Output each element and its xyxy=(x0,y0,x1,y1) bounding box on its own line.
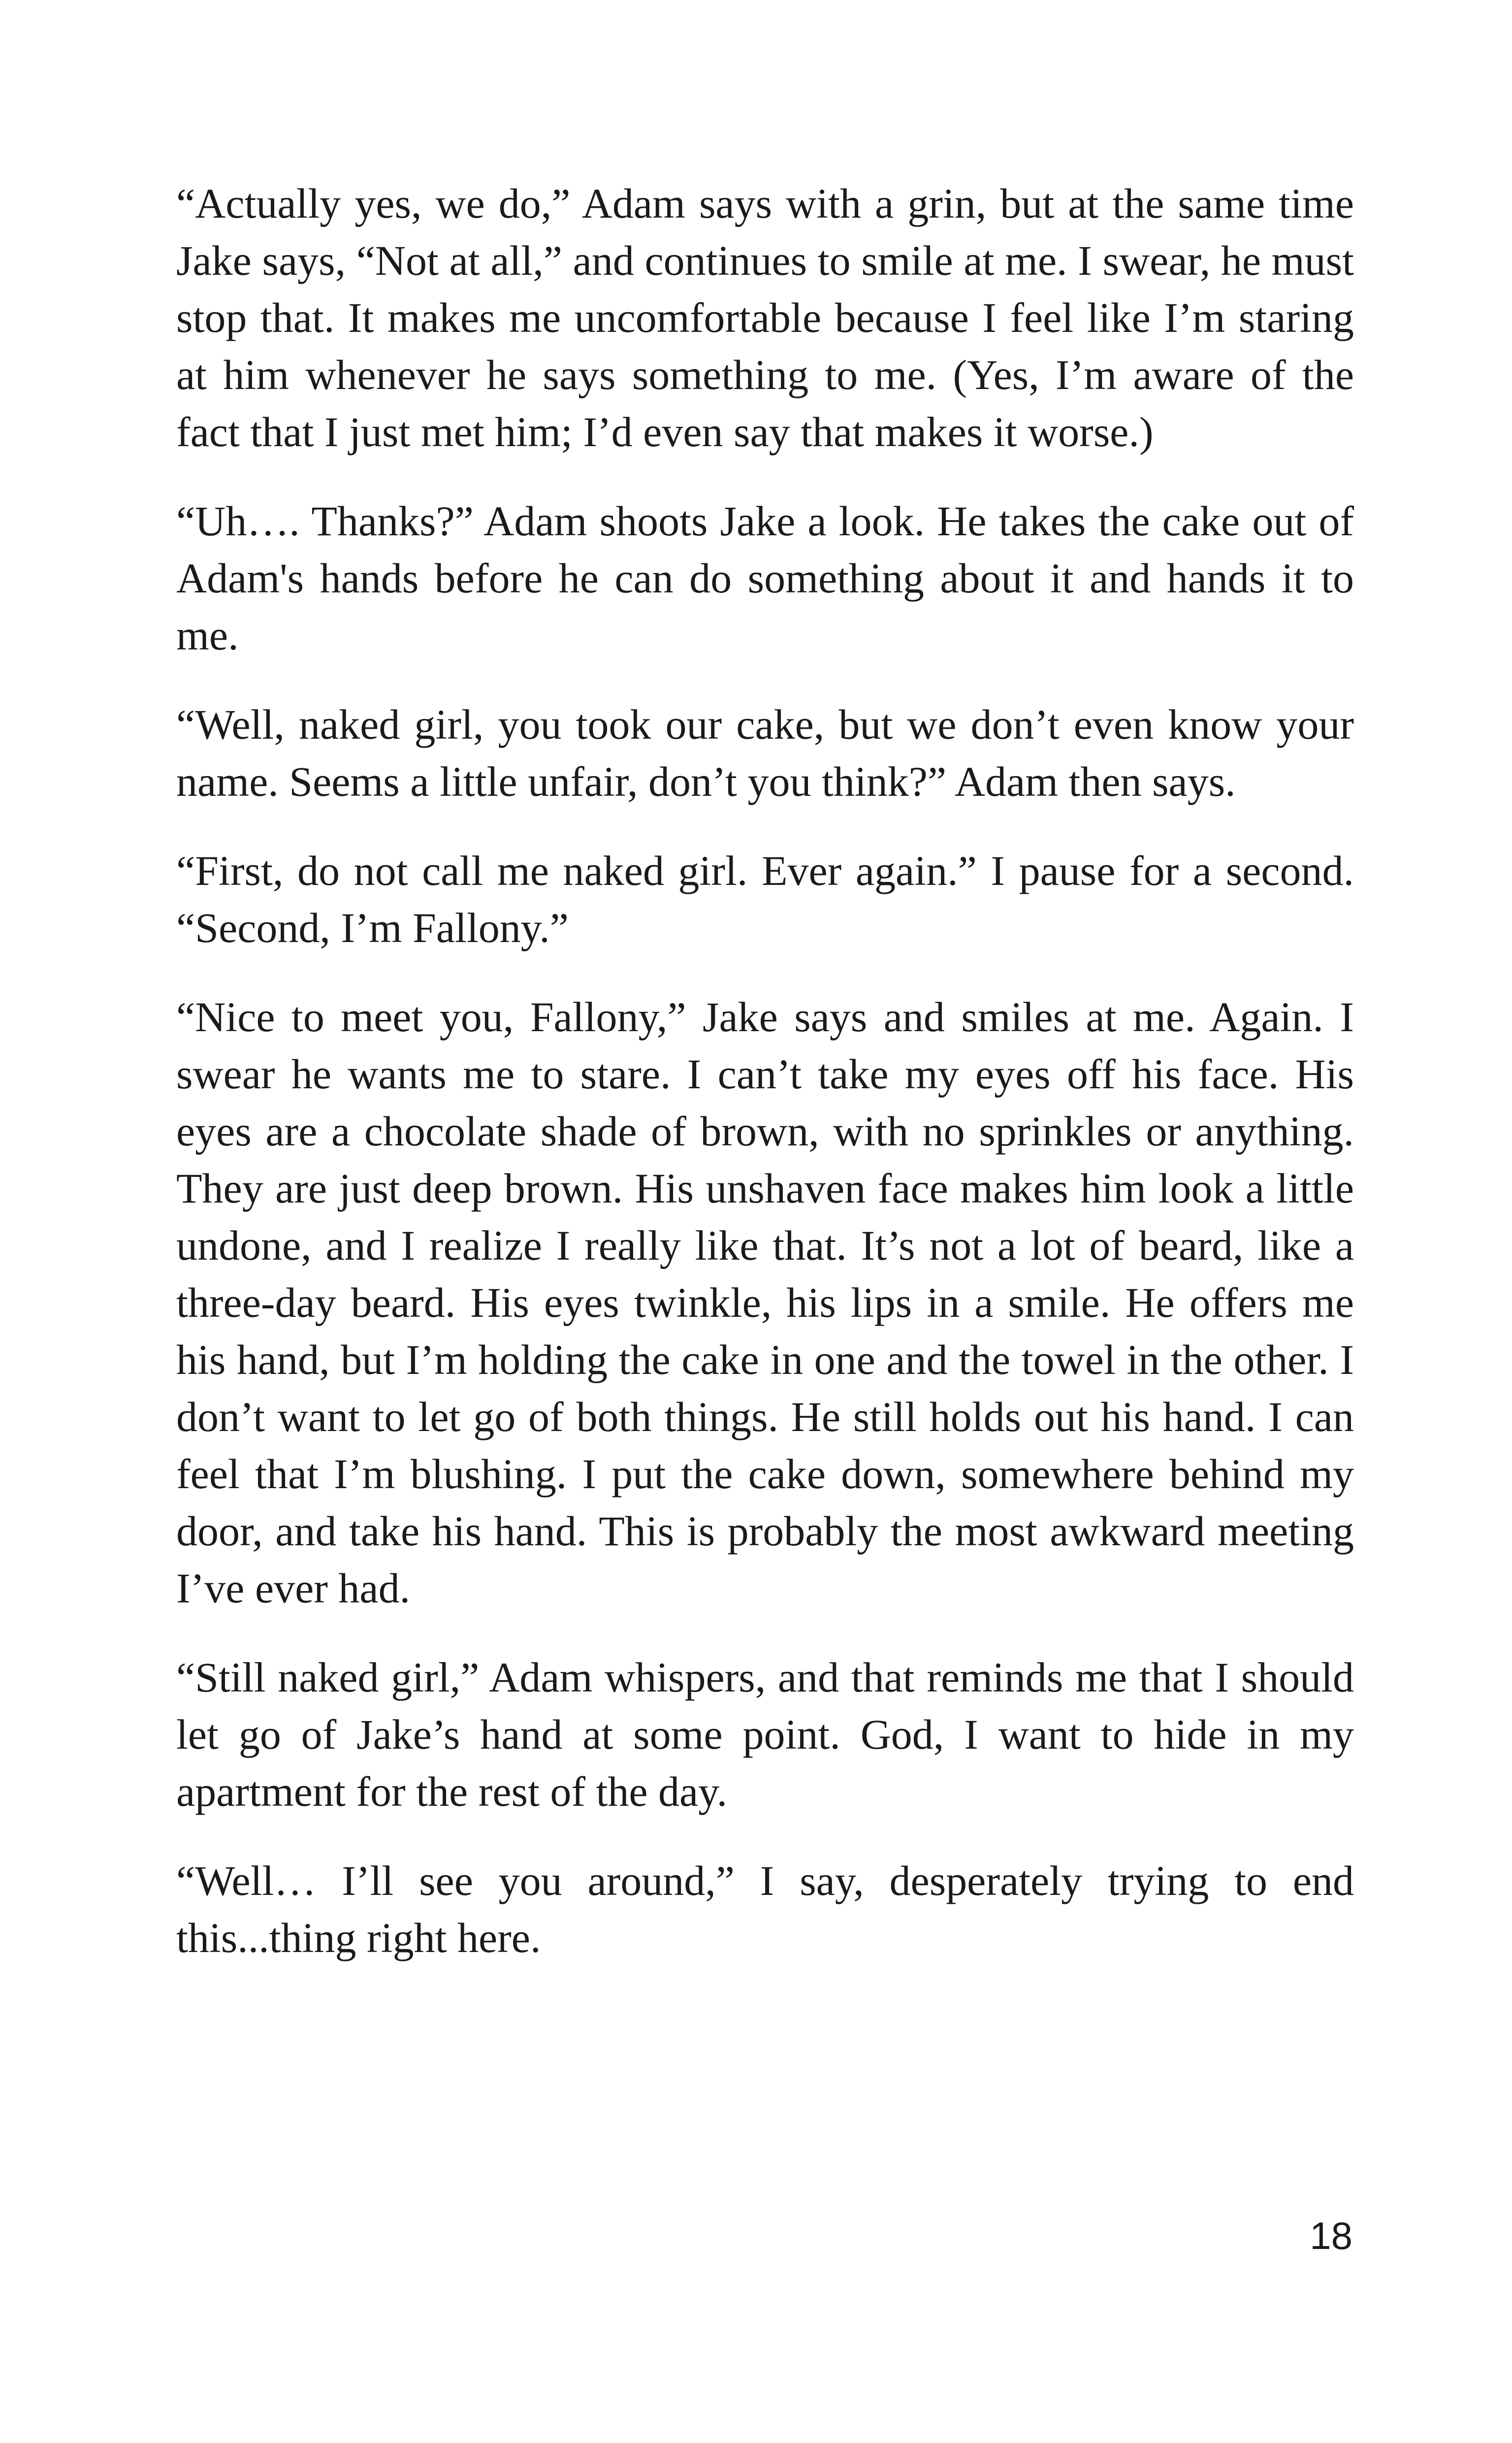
paragraph-4: “First, do not call me naked girl. Ever again.” I pause for a second. “Second, I’m Fallony.” xyxy=(176,847,1354,951)
paragraph-3: “Well, naked girl, you took our cake, but we don’t even know your name. Seems a little unfair, don’t you think?” Adam then says. xyxy=(176,701,1354,805)
body-text xyxy=(176,175,1354,1998)
paragraph-6: “Still naked girl,” Adam whispers, and that reminds me that I should let go of Jake’s hand at some point. God, I want to hide in my apartment for the rest of the day. xyxy=(176,1654,1354,1815)
paragraph-1: “Actually yes, we do,” Adam says with a grin, but at the same time Jake says, “Not at all,” and continues to smile at me. I swear, he must stop that. It makes me uncomfortable because I feel like I’m staring at him whenever he says something to me. (Yes, I’m aware of the fact that I just met him; I’d even say that makes it worse.) xyxy=(176,180,1354,456)
paragraph-7: “Well… I’ll see you around,” I say, desperately trying to end this...thing right here. xyxy=(176,1857,1354,1961)
paragraph-2: “Uh…. Thanks?” Adam shoots Jake a look. He takes the cake out of Adam's hands before he can do something about it and hands it to me. xyxy=(176,497,1354,659)
paragraph-5: “Nice to meet you, Fallony,” Jake says and smiles at me. Again. I swear he wants me to stare. I can’t take my eyes off his face. His eyes are a chocolate shade of brown, with no sprinkles or anything. They are just deep brown. His unshaven face makes him look a little undone, and I realize I really like that. It’s not a lot of beard, like a three-day beard. His eyes twinkle, his lips in a smile. He offers me his hand, but I’m holding the cake in one and the towel in the other. I don’t want to let go of both things. He still holds out his hand. I can feel that I’m blushing. I put the cake down, somewhere behind my door, and take his hand. This is probably the most awkward meeting I’ve ever had. xyxy=(176,993,1354,1612)
page-number: 18 xyxy=(1310,2214,1352,2257)
